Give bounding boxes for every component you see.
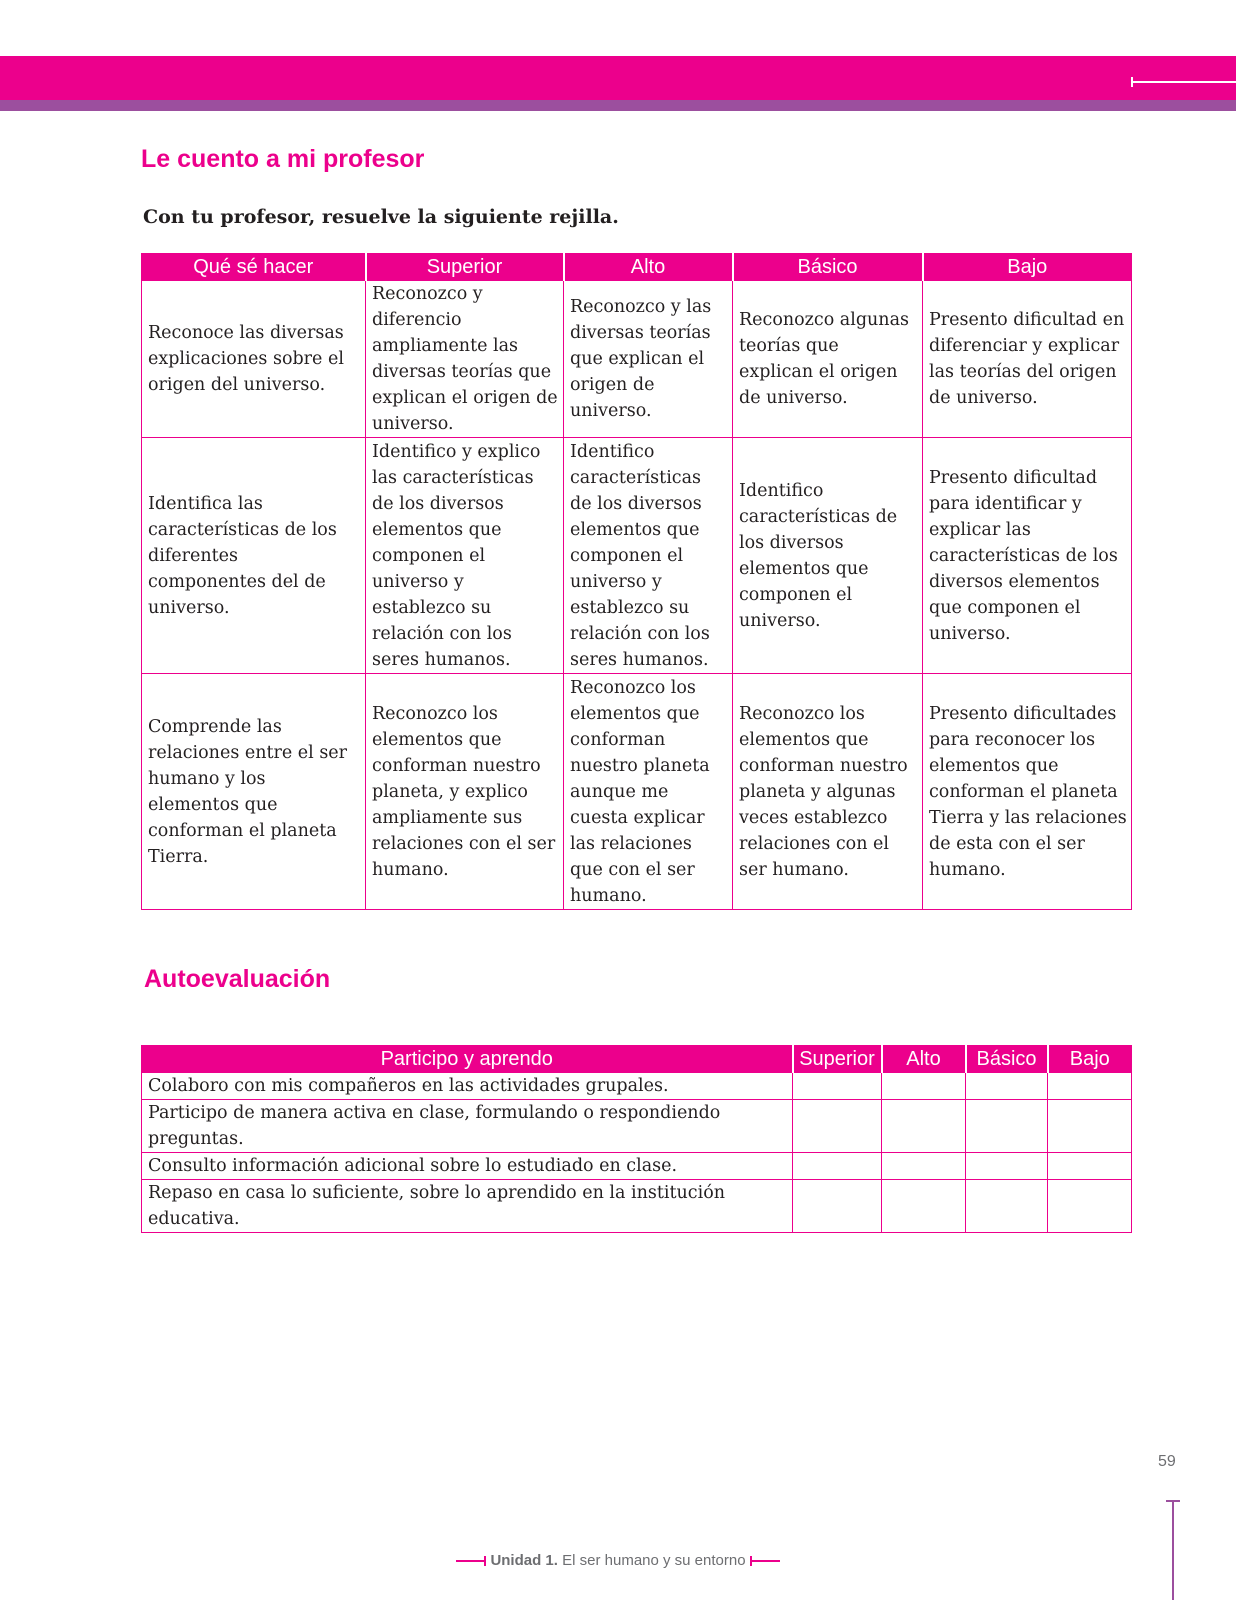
basico-check-cell[interactable]: [966, 1100, 1048, 1153]
header-basico: Básico: [733, 254, 923, 281]
criterion-cell: Identifica las características de los diferentes componentes del de universo.: [142, 438, 366, 674]
basico-check-cell[interactable]: [966, 1073, 1048, 1100]
header-superior: Superior: [793, 1046, 882, 1073]
header-band-rule: [1131, 81, 1236, 83]
bajo-cell: Presento dificultades para reconocer los elementos que conforman el planeta Tierra y las relaciones de esta con el ser humano.: [923, 674, 1132, 910]
criterion-cell: Comprende las relaciones entre el ser humano y los elementos que conforman el planeta Tierra.: [142, 674, 366, 910]
header-bajo: Bajo: [923, 254, 1132, 281]
header-band: [0, 56, 1236, 100]
table-row: [142, 281, 1132, 438]
self-assessment-table: [141, 1045, 1132, 1233]
superior-check-cell[interactable]: [793, 1180, 882, 1233]
criterion-cell: Reconoce las diversas explicaciones sobre el origen del universo.: [142, 281, 366, 438]
self-header-row: [142, 1046, 1132, 1073]
table-row: [142, 438, 1132, 674]
header-band-tick: [1131, 77, 1133, 87]
header-participo: Participo y aprendo: [142, 1046, 793, 1073]
superior-cell: Reconozco los elementos que conforman nuestro planeta, y explico ampliamente sus relaciones con el ser humano.: [366, 674, 564, 910]
table-row: [142, 1100, 1132, 1153]
footer-title: El ser humano y su entorno: [562, 1552, 746, 1569]
header-bajo: Bajo: [1048, 1046, 1132, 1073]
footer-right-rule: [750, 1560, 780, 1562]
bajo-check-cell[interactable]: [1048, 1153, 1132, 1180]
footer: [0, 1551, 1236, 1571]
superior-cell: Identifico y explico las características de los diversos elementos que componen el universo y establezco su relación con los seres humanos.: [366, 438, 564, 674]
superior-check-cell[interactable]: [793, 1073, 882, 1100]
superior-check-cell[interactable]: [793, 1153, 882, 1180]
rubric-table: [141, 253, 1132, 910]
header-alto: Alto: [882, 1046, 966, 1073]
header-superior: Superior: [366, 254, 564, 281]
basico-cell: Reconozco los elementos que conforman nuestro planeta y algunas veces establezco relaciones con el ser humano.: [733, 674, 923, 910]
alto-check-cell[interactable]: [882, 1073, 966, 1100]
table-row: [142, 1153, 1132, 1180]
table-row: [142, 674, 1132, 910]
table-row: [142, 1073, 1132, 1100]
footer-unit: Unidad 1.: [490, 1552, 558, 1569]
header-basico: Básico: [966, 1046, 1048, 1073]
basico-cell: Reconozco algunas teorías que explican el origen de universo.: [733, 281, 923, 438]
alto-check-cell[interactable]: [882, 1153, 966, 1180]
page-number: 59: [1158, 1453, 1176, 1470]
basico-cell: Identifico características de los diversos elementos que componen el universo.: [733, 438, 923, 674]
rubric-header-row: [142, 254, 1132, 281]
alto-check-cell[interactable]: [882, 1100, 966, 1153]
bajo-check-cell[interactable]: [1048, 1073, 1132, 1100]
bajo-check-cell[interactable]: [1048, 1100, 1132, 1153]
section-title-le-cuento: Le cuento a mi profesor: [141, 145, 425, 173]
alto-cell: Reconozco y las diversas teorías que explican el origen de universo.: [564, 281, 733, 438]
header-band-accent: [0, 100, 1236, 111]
basico-check-cell[interactable]: [966, 1153, 1048, 1180]
statement-cell: Repaso en casa lo suficiente, sobre lo aprendido en la institución educativa.: [142, 1180, 793, 1233]
header-que-se-hacer: Qué sé hacer: [142, 254, 366, 281]
footer-left-rule: [456, 1560, 486, 1562]
alto-check-cell[interactable]: [882, 1180, 966, 1233]
bajo-cell: Presento dificultad en diferenciar y explicar las teorías del origen de universo.: [923, 281, 1132, 438]
alto-cell: Identifico características de los diversos elementos que componen el universo y establezco su relación con los seres humanos.: [564, 438, 733, 674]
alto-cell: Reconozco los elementos que conforman nuestro planeta aunque me cuesta explicar las relaciones que con el ser humano.: [564, 674, 733, 910]
bajo-check-cell[interactable]: [1048, 1180, 1132, 1233]
superior-check-cell[interactable]: [793, 1100, 882, 1153]
instruction-text: Con tu profesor, resuelve la siguiente rejilla.: [143, 206, 619, 228]
margin-rule: [1172, 1500, 1174, 1600]
statement-cell: Consulto información adicional sobre lo estudiado en clase.: [142, 1153, 793, 1180]
statement-cell: Participo de manera activa en clase, formulando o respondiendo preguntas.: [142, 1100, 793, 1153]
basico-check-cell[interactable]: [966, 1180, 1048, 1233]
table-row: [142, 1180, 1132, 1233]
header-alto: Alto: [564, 254, 733, 281]
statement-cell: Colaboro con mis compañeros en las actividades grupales.: [142, 1073, 793, 1100]
bajo-cell: Presento dificultad para identificar y explicar las características de los diversos elementos que componen el universo.: [923, 438, 1132, 674]
section-title-autoevaluacion: Autoevaluación: [144, 965, 331, 993]
superior-cell: Reconozco y diferencio ampliamente las diversas teorías que explican el origen de universo.: [366, 281, 564, 438]
